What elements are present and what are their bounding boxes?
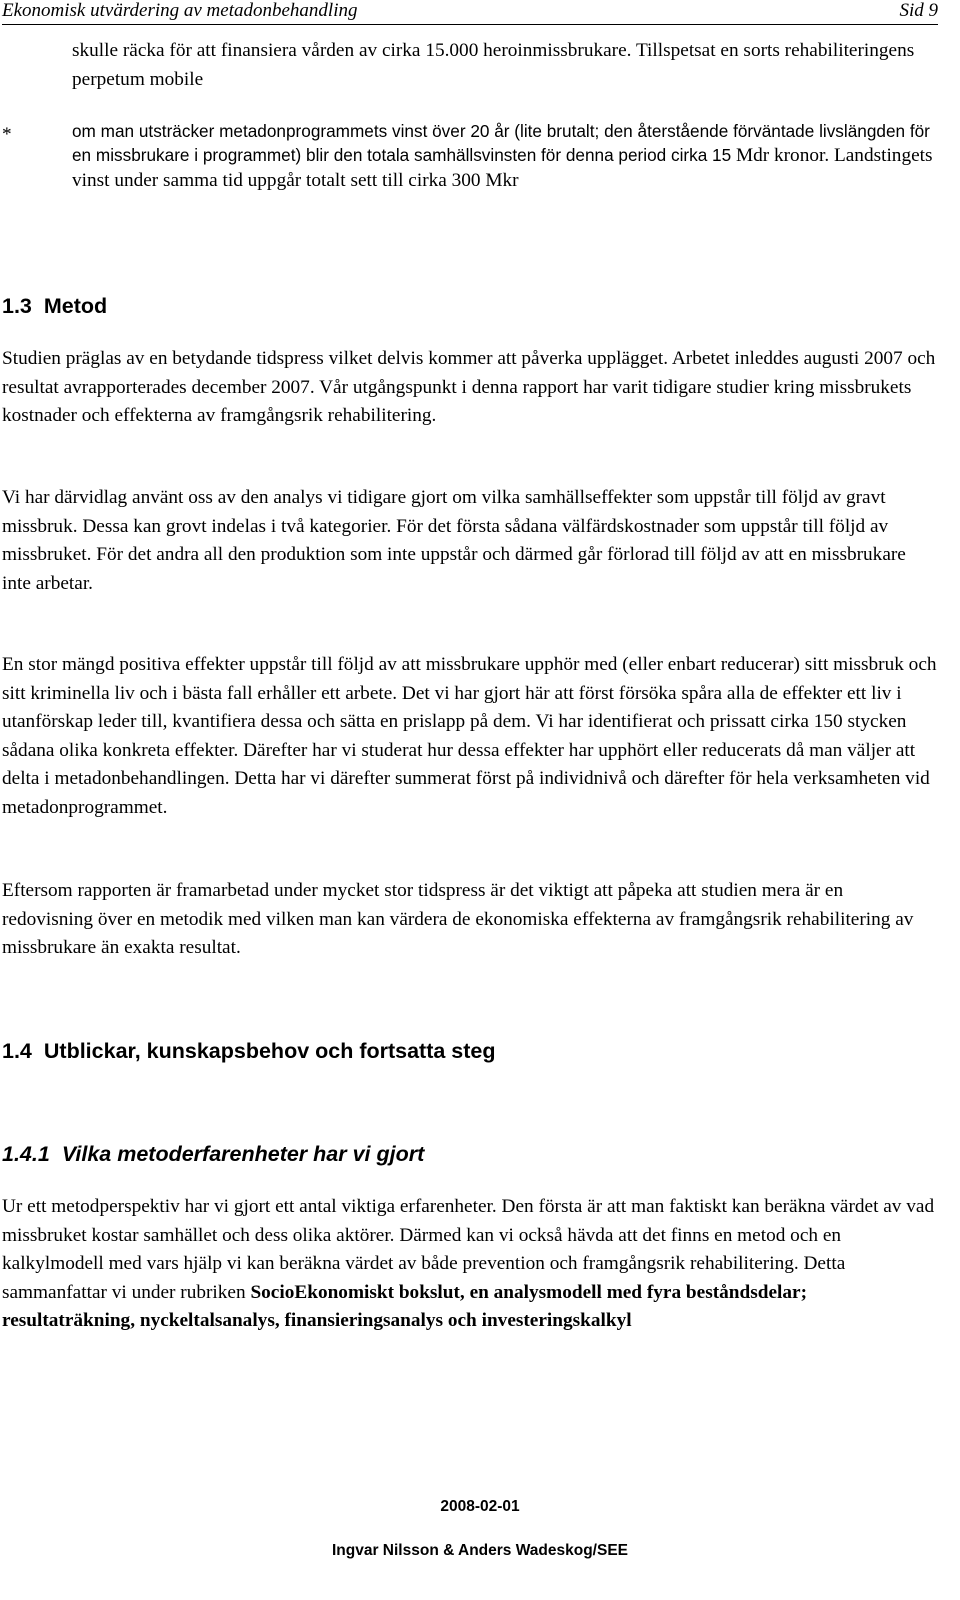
bullet-text-unit: Mdr [735, 145, 770, 166]
section-number: 1.3 [2, 294, 32, 318]
bullet-item [72, 119, 952, 193]
subsection-heading-1-4-1 [2, 1141, 424, 1167]
subsection-number: 1.4.1 [2, 1142, 50, 1166]
footer-date: 2008-02-01 [440, 1498, 520, 1515]
bullet-text-tail: kronor. Landstingets vinst under samma tid uppgår totalt sett till cirka 300 Mkr [72, 145, 933, 191]
section-heading-1-3 [2, 293, 107, 319]
paragraph-5-bold-text: SocioEkonomiskt bokslut, en analysmodell med fyra beståndsdelar; resultaträkning, nyckeltalsanalys, finansieringsanalys och investeringskalkyl [2, 1281, 807, 1332]
paragraph-4: Eftersom rapporten är framarbetad under mycket stor tidspress är det viktigt att påpeka att studien mera är en redovisning över en metodik med vilken man kan värdera de ekonomiska effekterna av framgångsrik rehabilitering av missbrukare än exakta resultat. [2, 880, 914, 959]
subsection-title: Vilka metoderfarenheter har vi gjort [61, 1142, 425, 1166]
header-title: Ekonomisk utvärdering av metadonbehandling [2, 0, 358, 21]
page-number: Sid 9 [899, 0, 938, 21]
section-title: Metod [43, 294, 108, 318]
continuation-text: skulle räcka för att finansiera vården av cirka 15.000 heroinmissbrukare. Tillspetsat en sorts rehabiliteringens perpetum mobile [72, 40, 915, 90]
paragraph-3: En stor mängd positiva effekter uppstår till följd av att missbrukare upphör med (eller enbart reducerar) sitt missbruk och sitt kriminella liv och i bästa fall erhåller ett arbete. Det vi har gjort här att först försöka spåra alla de effekter ett liv i utanförskap leder till, kvantifiera dessa och sätta en prislapp på dem. Vi har identifierat och prissatt cirka 150 stycken sådana olika konkreta effekter. Därefter har vi studerat hur dessa effekter har upphört eller reducerats då man väljer att delta i metadonbehandlingen. Detta har vi därefter summerat först på individnivå och därefter för hela verksamheten vid metadonprogrammet. [2, 654, 937, 818]
section-title: Utblickar, kunskapsbehov och fortsatta steg [43, 1039, 496, 1063]
bullet-marker: * [2, 124, 12, 145]
paragraph-5 [2, 1193, 937, 1336]
bullet-text-lead: om man utsträcker metadonprogrammets vinst över 20 år (lite brutalt; den återstående förväntade livslängden för en missbrukare i programmet) blir den totala samhällsvinsten för denna period cirka 15 [72, 121, 930, 165]
paragraph-5-text: Ur ett metodperspektiv har vi gjort ett antal viktiga erfarenheter. Den första är att man faktiskt kan beräkna värdet av vad missbruket kostar samhället och dess olika aktörer. Därmed kan vi också hävda att det finns en metod och en kalkylmodell med vars hjälp vi kan beräkna värdet av både prevention och framgångsrik rehabilitering. Detta sammanfattar vi under rubriken [2, 1196, 935, 1303]
running-header [2, 0, 938, 25]
paragraph-2: Vi har därvidlag använt oss av den analys vi tidigare gjort om vilka samhällseffekter som uppstår till följd av gravt missbruk. Dessa kan grovt indelas i två kategorier. För det första sådana välfärdskostnader som uppstår till följd av missbruket. För det andra all den produktion som inte uppstår och därmed går förlorad till följd av att en missbrukare inte arbetar. [2, 487, 906, 594]
section-heading-1-4 [2, 1038, 496, 1064]
section-number: 1.4 [2, 1039, 32, 1063]
footer-authors: Ingvar Nilsson & Anders Wadeskog/SEE [331, 1542, 628, 1559]
paragraph-1: Studien präglas av en betydande tidspress vilket delvis kommer att påverka upplägget. Arbetet inleddes augusti 2007 och resultat avrapporterades december 2007. Vår utgångspunkt i denna rapport har varit tidigare studier kring missbrukets kostnader och effekterna av framgångsrik rehabilitering. [2, 348, 936, 427]
